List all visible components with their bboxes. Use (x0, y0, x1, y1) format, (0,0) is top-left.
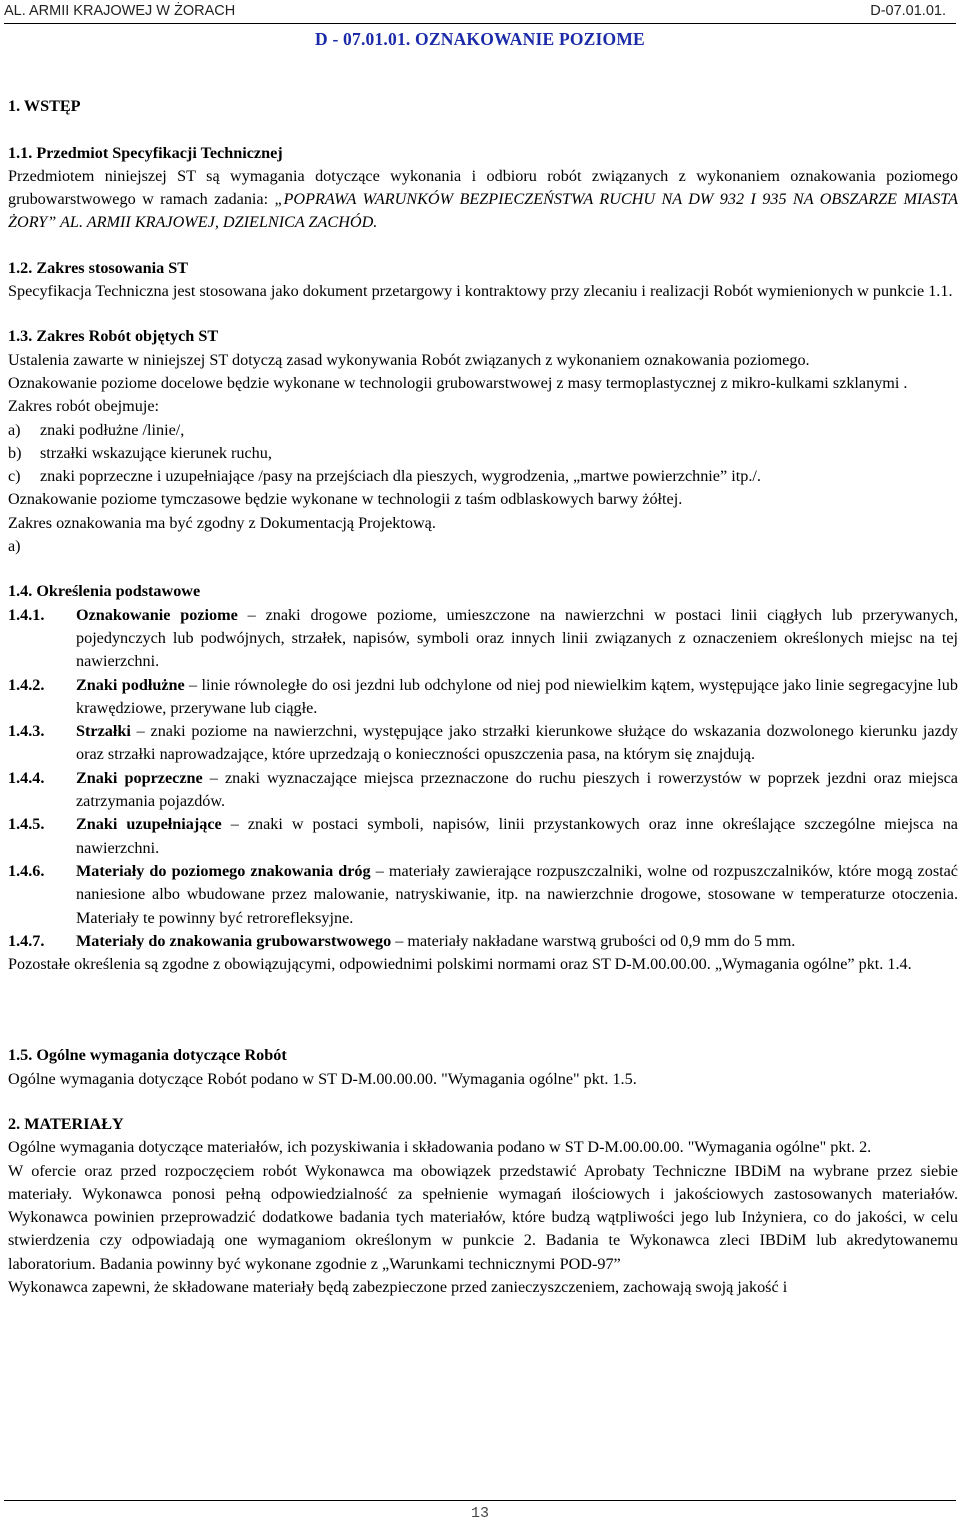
section-1-2-text: Specyfikacja Techniczna jest stosowana jako dokument przetargowy i kontraktowy przy zlecaniu i realizacji Robót wymienionych w punkcie 1.1. (8, 282, 953, 301)
section-1-heading: 1. WSTĘP (8, 97, 81, 115)
document-body (8, 95, 958, 1299)
section-2-p2: W ofercie oraz przed rozpoczęciem robót Wykonawca ma obowiązek przedstawić Aprobaty Techniczne IBDiM na wybrane przez siebie materiały. Wykonawca ponosi pełną odpowiedzialność za spełnienie wymagań ilościowych i jakościowych zastosowanych materiałów. Wykonawca powinien przeprowadzić dodatkowe badania tych materiałów, które budzą wątpliwości jego lub Inżyniera, co do jakości, w celu stwierdzenia czy odpowiadają one wymaganiom określonym w punkcie 2. Badania te Wykonawca zleci IBDiM lub akredytowanemu laboratorium. Badania powinny być wykonane zgodnie z „Warunkami technicznymi POD-97” (8, 1161, 958, 1273)
section-2-heading: 2. MATERIAŁY (8, 1114, 124, 1133)
section-2-p3: Wykonawca zapewni, że składowane materiały będą zabezpieczone przed zanieczyszczeniem, zachowają swoją jakość i (8, 1278, 788, 1297)
page-number: 13 (470, 1505, 489, 1522)
section-1-4-tail: Pozostałe określenia są zgodne z obowiązującymi, odpowiednimi polskimi normami oraz ST D-M.00.00.00. „Wymagania ogólne” pkt. 1.4. (8, 955, 912, 974)
section-1-3-p2: Oznakowanie poziome docelowe będzie wykonane w technologii grubowarstwowej z masy termoplastycznej z mikro-kulkami szklanymi . (8, 373, 908, 392)
section-1-3-p5: Zakres oznakowania ma być zgodny z Dokumentacją Projektową. (8, 513, 436, 532)
section-1-3-p4: Oznakowanie poziome tymczasowe będzie wykonane w technologii z taśm odblaskowych barwy żółtej. (8, 490, 683, 509)
section-1-2-heading: 1.2. Zakres stosowania ST (8, 258, 189, 277)
definition-item: 1.4.6. Materiały do poziomego znakowania dróg – materiały zawierające rozpuszczalniki, wolne od rozpuszczalników, które mogą zostać naniesione albo wbudowane przez malowanie, natryskiwanie, itp. na nawierzchnie drogowe, stosowane w temperaturze otoczenia. Materiały te powinny być retrorefleksyjne. (8, 861, 958, 927)
section-1-3-p3: Zakres robót obejmuje: (8, 397, 160, 416)
section-1-3-p1: Ustalenia zawarte w niniejszej ST dotyczą zasad wykonywania Robót związanych z wykonaniem oznakowania poziomego. (8, 350, 810, 369)
section-1-1-text: Przedmiotem niniejszej ST są wymagania dotyczące wykonania i odbioru robót związanych z wykonaniem oznakowania poziomego grubowarstwowego w ramach zadania: „POPRAWA WARUNKÓW BEZPIECZEŃSTWA RUCHU NA DW 932 I 935 NA OBSZARZE MIASTA ŻORY” AL. ARMII KRAJOWEJ, DZIELNICA ZACHÓD. (8, 166, 958, 232)
definition-item: 1.4.2. Znaki podłużne – linie równoległe do osi jezdni lub odchylone od niej pod niewielkim kątem, występujące jako linie segregacyjne lub krawędziowe, przerywane lub ciągłe. (8, 675, 958, 717)
section-1-3-heading: 1.3. Zakres Robót objętych ST (8, 327, 219, 346)
footer-divider (4, 1500, 956, 1501)
header-left: AL. ARMII KRAJOWEJ W ŻORACH (4, 3, 236, 19)
definition-item: 1.4.3. Strzałki – znaki poziome na nawierzchni, występujące jako strzałki kierunkowe służące do wskazania dozwolonego kierunku jazdy oraz strzałki naprowadzające, które uprzedzają o konieczności opuszczenia pasa, na którym się znajdują. (8, 722, 958, 764)
section-2-p1: Ogólne wymagania dotyczące materiałów, ich pozyskiwania i składowania podano w ST D-M.00.00.00. "Wymagania ogólne" pkt. 2. (8, 1138, 872, 1157)
section-1-5-heading: 1.5. Ogólne wymagania dotyczące Robót (8, 1046, 287, 1065)
definition-item: 1.4.5. Znaki uzupełniające – znaki w postaci symboli, napisów, linii przystankowych oraz inne określające szczególne miejsca na nawierzchni. (8, 815, 958, 857)
list-item: a) znaki podłużne /linie/, (8, 420, 185, 439)
list-item: c) znaki poprzeczne i uzupełniające /pasy na przejściach dla pieszych, wygrodzenia, „martwe powierzchnie” itp./. (8, 467, 761, 486)
running-header (4, 3, 956, 23)
section-1-1-heading: 1.1. Przedmiot Specyfikacji Technicznej (8, 143, 283, 162)
section-1-4-heading: 1.4. Określenia podstawowe (8, 582, 201, 601)
header-right: D-07.01.01. (870, 3, 946, 19)
section-1-5-text: Ogólne wymagania dotyczące Robót podano w ST D-M.00.00.00. "Wymagania ogólne" pkt. 1.5. (8, 1069, 637, 1088)
document-title: D - 07.01.01. OZNAKOWANIE POZIOME (315, 29, 645, 49)
header-divider (4, 23, 956, 24)
section-1-3-p6: a) (8, 537, 21, 556)
list-item: b) strzałki wskazujące kierunek ruchu, (8, 443, 272, 462)
definition-item: 1.4.7. Materiały do znakowania grubowarstwowego – materiały nakładane warstwą grubości od 0,9 mm do 5 mm. (8, 931, 796, 950)
project-name: „POPRAWA WARUNKÓW BEZPIECZEŃSTWA RUCHU NA DW 932 I 935 NA OBSZARZE MIASTA ŻORY” AL. ARMII KRAJOWEJ, DZIELNICA ZACHÓD. (8, 190, 958, 232)
definition-item: 1.4.4. Znaki poprzeczne – znaki wyznaczające miejsca przeznaczone do ruchu pieszych i rowerzystów w poprzek jezdni oraz miejsca zatrzymania pojazdów. (8, 768, 958, 811)
definition-item: 1.4.1. Oznakowanie poziome – znaki drogowe poziome, umieszczone na nawierzchni w postaci linii ciągłych lub przerywanych, pojedynczych lub podwójnych, strzałek, napisów, symboli oraz innych linii związanych z oznaczeniem określonych miejsc na tej nawierzchni. (8, 605, 958, 671)
